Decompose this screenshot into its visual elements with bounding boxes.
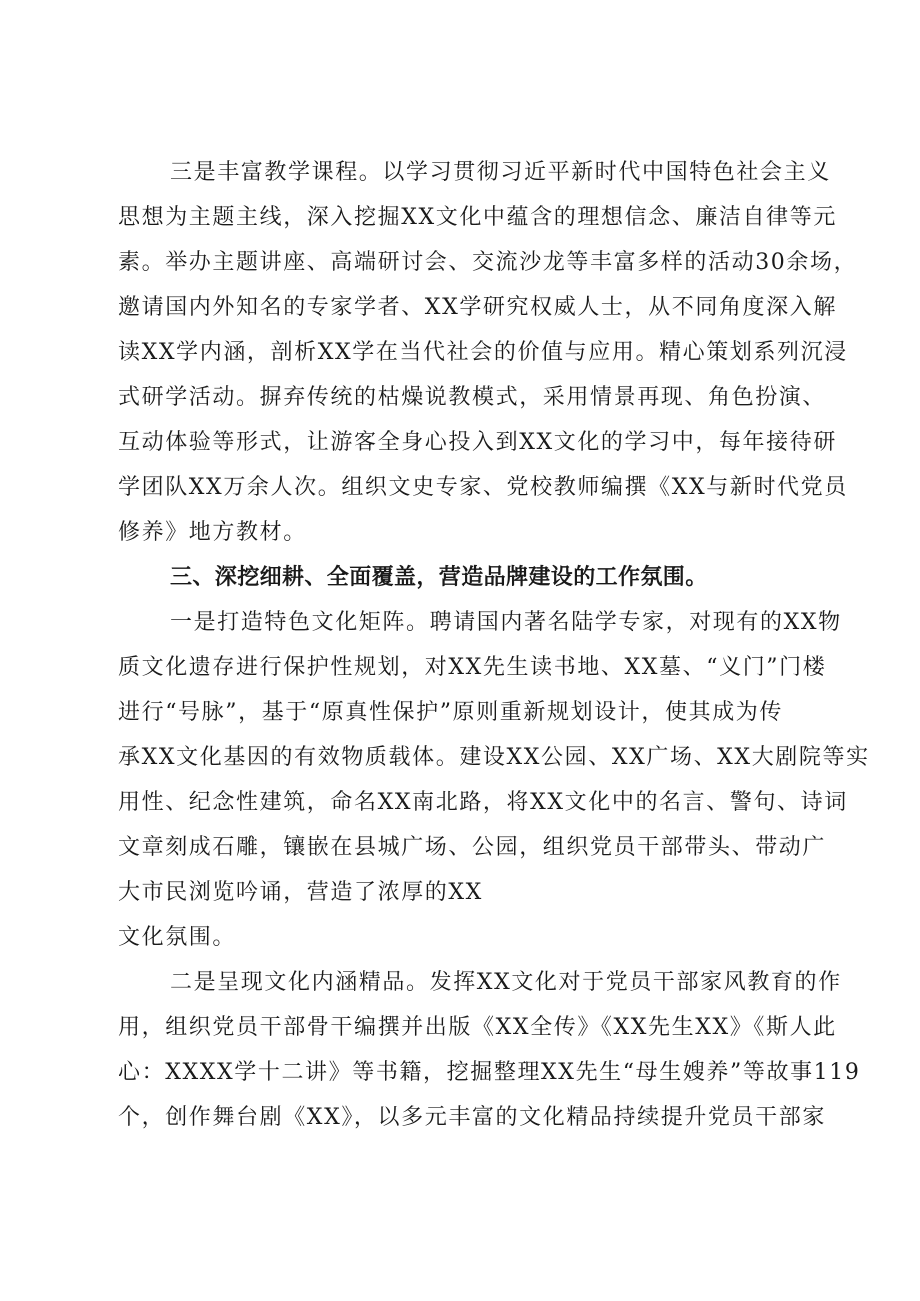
paragraph-line: 承XX文化基因的有效物质载体。建设XX公园、XX广场、XX大剧院等实	[118, 745, 870, 770]
paragraph-line: 修养》地方教材。	[118, 520, 307, 545]
paragraph-teaching-courses	[118, 150, 858, 555]
paragraph-line: 进行“号脉”，基于“原真性保护”原则重新规划设计，使其成为传	[118, 700, 783, 725]
paragraph-line: 邀请国内外知名的专家学者、XX学研究权威人士，从不同角度深入解	[118, 295, 837, 320]
section-heading: 三、深挖细耕、全面覆盖，营造品牌建设的工作氛围。	[170, 565, 708, 590]
paragraph-line: 质文化遗存进行保护性规划，对XX先生读书地、XX墓、“义门”门楼	[118, 655, 827, 680]
paragraph-line: 用性、纪念性建筑，命名XX南北路，将XX文化中的名言、警句、诗词	[118, 790, 848, 815]
paragraph-line: 读XX学内涵，剖析XX学在当代社会的价值与应用。精心策划系列沉浸	[118, 340, 848, 365]
paragraph-line: 心：XXXX学十二讲》等书籍，挖掘整理XX先生“母生嫂养”等故事119	[118, 1060, 861, 1085]
paragraph-line: 思想为主题主线，深入挖掘XX文化中蕴含的理想信念、廉洁自律等元	[118, 205, 837, 230]
document-page	[118, 150, 870, 1140]
paragraph-cultural-matrix	[118, 600, 870, 960]
paragraph-line: 大市民浏览吟诵，营造了浓厚的XX	[118, 880, 483, 905]
paragraph-line: 学团队XX万余人次。组织文史专家、党校教师编撰《XX与新时代党员	[118, 475, 848, 500]
paragraph-line: 一是打造特色文化矩阵。聘请国内著名陆学专家，对现有的XX物	[170, 610, 842, 635]
paragraph-line: 三是丰富教学课程。以学习贯彻习近平新时代中国特色社会主义	[170, 160, 831, 185]
paragraph-line: 用，组织党员干部骨干编撰并出版《XX全传》《XX先生XX》《斯人此	[118, 1015, 837, 1040]
paragraph-line: 式研学活动。摒弃传统的枯燥说教模式，采用情景再现、角色扮演、	[118, 385, 827, 410]
paragraph-line: 素。举办主题讲座、高端研讨会、交流沙龙等丰富多样的活动30余场，	[118, 250, 858, 275]
paragraph-line: 二是呈现文化内涵精品。发挥XX文化对于党员干部家风教育的作	[170, 970, 842, 995]
paragraph-line: 文化氛围。	[118, 925, 237, 950]
paragraph-line: 互动体验等形式，让游客全身心投入到XX文化的学习中，每年接待研	[118, 430, 837, 455]
paragraph-cultural-works	[118, 960, 861, 1140]
paragraph-line: 文章刻成石雕，镶嵌在县城广场、公园，组织党员干部带头、带动广	[118, 835, 827, 860]
paragraph-line: 个，创作舞台剧《XX》，以多元丰富的文化精品持续提升党员干部家	[118, 1105, 826, 1130]
